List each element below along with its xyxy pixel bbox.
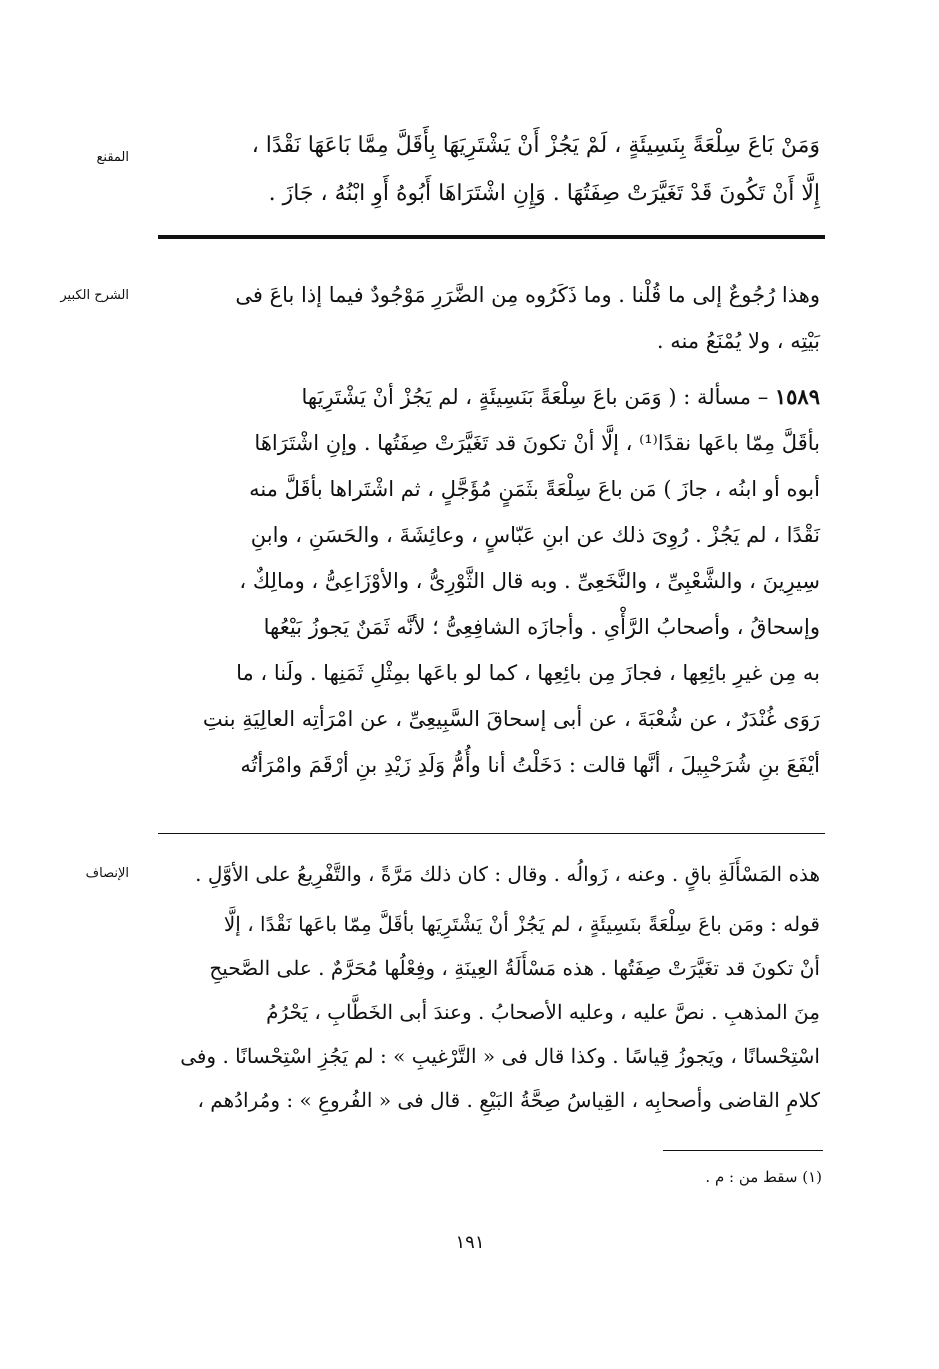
sharh-label: الشرح الكبير [60, 288, 129, 303]
muqni-text [155, 122, 820, 218]
sharh-text [155, 272, 820, 788]
insaf-line: كلامِ القاضى وأصحابِه ، القِياسُ صِحَّةُ البَيْعِ . قال فى « الفُروعِ » : ومُرادُهم ، [197, 1088, 820, 1112]
section-divider-thick [158, 235, 825, 239]
sharh-line: نَقْدًا ، لم يَجُزْ . رُوِىَ ذلك عن ابنِ عَبّاسٍ ، وعائِشَةَ ، والحَسَنِ ، وابنِ [250, 523, 820, 547]
sharh-line: وهذا رُجُوعٌ إلى ما قُلْنا . وما ذَكَرُوه مِن الضَّرَرِ مَوْجُودٌ فيما إذا باعَ فى [235, 283, 820, 307]
issue-number: ١٥٨٩ [774, 384, 820, 409]
sharh-line: به مِن غيرِ بائِعِها ، فجازَ مِن بائِعِها ، كما لو باعَها بمِثْلِ ثَمَنِها . ولَنا ، ما [236, 661, 820, 685]
muqni-line: وَمَنْ بَاعَ سِلْعَةً بِنَسِيئَةٍ ، لَمْ يَجُزْ أَنْ يَشْتَرِيَهَا بِأَقَلَّ مِمَّا بَاعَهَا نَقْدًا ، [251, 133, 820, 158]
sharh-line: سِيرِينَ ، والشَّعْبِىِّ ، والنَّخَعِىِّ . وبه قال الثَّوْرِىُّ ، والأوْزَاعِىُّ ، ومالِكٌ ، [239, 569, 820, 593]
sharh-line: وإسحاقُ ، وأصحابُ الرَّأْىِ . وأجازَه الشافِعِىُّ ؛ لأنَّه ثَمَنٌ يَجوزُ بَيْعُها [263, 615, 820, 639]
insaf-line: مِنَ المذهبِ . نصَّ عليه ، وعليه الأصحابُ . وعندَ أبى الخَطَّابِ ، يَحْرُمُ [266, 1000, 820, 1024]
issue-heading: – مسألة : ( وَمَن باعَ سِلْعَةً بَنَسِيئَةٍ ، لم يَجُزْ أنْ يَشْتَرِيَها [301, 385, 775, 409]
insaf-line: اسْتِحْسانًا ، ويَجوزُ قِياسًا . وكذا قال فى « التَّرْغيبِ » : لم يَجُزِ اسْتِحْسانًا . وفى [180, 1044, 820, 1068]
section-divider-thin [158, 833, 825, 834]
muqni-line: إِلَّا أَنْ تَكُونَ قَدْ تَغَيَّرَتْ صِفَتُهَا . وَإِنِ اشْتَرَاهَا أَبُوهُ أَوِ ابْنُهُ ، جَازَ . [268, 181, 820, 206]
footnote-divider [663, 1150, 823, 1151]
footnote: (١) سقط من : م . [705, 1168, 822, 1186]
insaf-text [155, 852, 820, 1122]
sharh-line: بأقَلَّ مِمّا باعَها نقدًا⁽¹⁾ ، إلَّا أنْ تكونَ قد تَغَيَّرَتْ صِفَتُها . وإنِ اشْتَرَاهَا [254, 431, 820, 455]
sharh-line: بَيْتِه ، ولا يُمْنَعُ منه . [656, 329, 820, 353]
sharh-line: أبوه أو ابنُه ، جازَ ) مَن باعَ سِلْعَةً بثَمَنٍ مُؤَجَّلٍ ، ثم اشْتَراها بأقَلَّ منه [249, 477, 820, 501]
insaf-line: أنْ تكونَ قد تغَيَّرَتْ صِفَتُها . هذه مَسْأَلَةُ العِينَةِ ، وفِعْلُها مُحَرَّمٌ . على الصَّحيحِ [209, 956, 820, 980]
sharh-line: رَوَى غُنْدَرٌ ، عن شُعْبَةَ ، عن أبى إسحاقَ السَّبِيعِىِّ ، عن امْرَأتِه العالِيَةِ بنتِ [202, 707, 820, 731]
page-number: ١٩١ [455, 1232, 485, 1253]
insaf-line: هذه المَسْأَلَةِ باقٍ . وعنه ، زَوالُه . وقال : كان ذلك مَرَّةً ، والتَّفْرِيعُ على الأوَّلِ . [195, 862, 820, 886]
muqni-label: المقنع [96, 150, 129, 165]
insaf-line: قوله : ومَن باعَ سِلْعَةً بنَسِيئَةٍ ، لم يَجُزْ أنْ يَشْتَرِيَها بأقَلَّ مِمّا باعَها نَقْدًا ، إلَّا [223, 912, 820, 936]
issue-first-line [155, 374, 820, 420]
sharh-line: أيْفَعَ بنِ شُرَحْبِيلَ ، أنَّها قالت : دَخَلْتُ أنا وأُمُّ وَلَدِ زَيْدِ بنِ أرْقَمَ وامْرَأتُه [240, 753, 820, 777]
insaf-label: الإنصاف [85, 866, 129, 881]
